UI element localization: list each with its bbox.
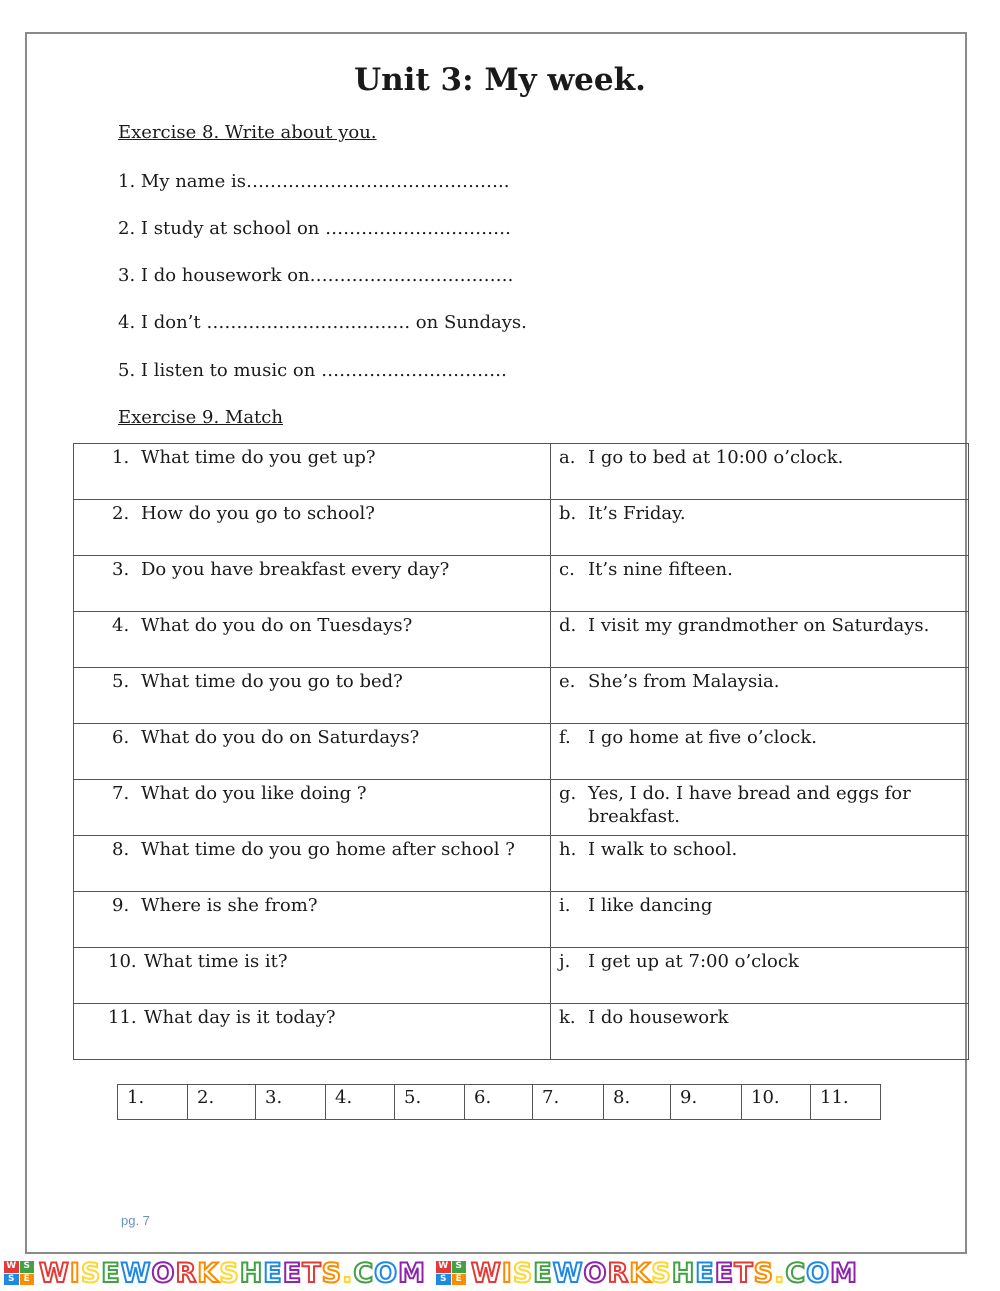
- answer-cell: [551, 500, 969, 556]
- answer-grid: [117, 1084, 881, 1120]
- answer-cell: [551, 444, 969, 500]
- table-row: [74, 780, 969, 836]
- brand-letter: S: [753, 1257, 775, 1289]
- fill-line-2: 2. I study at school on ………………………….: [118, 218, 511, 239]
- answer-letter: e.: [559, 671, 576, 692]
- brand-group: [432, 1258, 858, 1289]
- answer-letter: h.: [559, 839, 577, 860]
- question-text: What time do you go home after school ?: [141, 839, 515, 860]
- brand-letter: O: [374, 1257, 399, 1289]
- brand-letter: K: [629, 1257, 652, 1289]
- brand-letter: .: [774, 1257, 786, 1289]
- answer-text: I visit my grandmother on Saturdays.: [588, 615, 930, 636]
- table-row: [74, 948, 969, 1004]
- brand-letter: C: [353, 1257, 375, 1289]
- table-row: [74, 444, 969, 500]
- brand-logo-icon: [436, 1261, 466, 1285]
- brand-letter: W: [39, 1257, 70, 1289]
- brand-letter: S: [80, 1257, 102, 1289]
- footer-brand-strip: [0, 1258, 1000, 1288]
- question-text: What time is it?: [144, 951, 288, 972]
- brand-letter: S: [512, 1257, 534, 1289]
- brand-letter: .: [342, 1257, 354, 1289]
- question-cell: [74, 780, 551, 836]
- logo-tile: W: [436, 1261, 451, 1273]
- page-title: Unit 3: My week.: [354, 62, 646, 98]
- brand-letter: T: [734, 1257, 754, 1289]
- table-row: [74, 892, 969, 948]
- question-text: Do you have breakfast every day?: [141, 559, 450, 580]
- answer-cell: [551, 1004, 969, 1060]
- brand-letter: E: [533, 1257, 553, 1289]
- answer-letter: b.: [559, 503, 577, 524]
- answer-text: Yes, I do. I have bread and eggs for breakfast.: [588, 783, 911, 827]
- question-cell: [74, 1004, 551, 1060]
- question-text: What do you do on Tuesdays?: [141, 615, 413, 636]
- fill-line-5: 5. I listen to music on ………………………….: [118, 360, 507, 381]
- answer-text: I like dancing: [588, 895, 713, 916]
- question-text: What day is it today?: [144, 1007, 336, 1028]
- brand-letter: H: [671, 1257, 696, 1289]
- answer-letter: c.: [559, 559, 575, 580]
- answer-box-1[interactable]: 1.: [118, 1085, 188, 1120]
- question-number: 10.: [108, 951, 137, 972]
- question-cell: [74, 612, 551, 668]
- answer-box-5[interactable]: 5.: [395, 1085, 465, 1120]
- brand-letter: E: [101, 1257, 121, 1289]
- table-row: [74, 668, 969, 724]
- logo-tile: E: [452, 1274, 467, 1286]
- brand-wordmark: [471, 1258, 858, 1289]
- answer-cell: [551, 836, 969, 892]
- question-number: 2.: [112, 503, 130, 524]
- logo-tile: S: [4, 1274, 19, 1286]
- logo-tile: W: [4, 1261, 19, 1273]
- fill-line-1: 1. My name is……………………………………..: [118, 171, 510, 192]
- question-text: What time do you get up?: [141, 447, 376, 468]
- table-row: [74, 556, 969, 612]
- brand-letter: M: [398, 1257, 426, 1289]
- brand-letter: S: [321, 1257, 343, 1289]
- table-row: [74, 836, 969, 892]
- answer-cell: [551, 724, 969, 780]
- answer-letter: j.: [559, 951, 571, 972]
- question-cell: [74, 500, 551, 556]
- question-cell: [74, 668, 551, 724]
- brand-letter: O: [806, 1257, 831, 1289]
- answer-box-4[interactable]: 4.: [326, 1085, 395, 1120]
- brand-letter: R: [607, 1257, 630, 1289]
- answer-box-8[interactable]: 8.: [604, 1085, 671, 1120]
- question-number: 8.: [112, 839, 130, 860]
- question-number: 1.: [112, 447, 130, 468]
- question-cell: [74, 948, 551, 1004]
- question-number: 4.: [112, 615, 130, 636]
- answer-text: It’s Friday.: [588, 503, 686, 524]
- table-row: [74, 612, 969, 668]
- brand-letter: E: [263, 1257, 283, 1289]
- answer-box-6[interactable]: 6.: [465, 1085, 533, 1120]
- logo-tile: S: [452, 1261, 467, 1273]
- logo-tile: S: [436, 1274, 451, 1286]
- question-text: How do you go to school?: [141, 503, 375, 524]
- logo-tile: E: [20, 1274, 35, 1286]
- answer-box-10[interactable]: 10.: [742, 1085, 811, 1120]
- brand-group: [0, 1258, 426, 1289]
- brand-letter: O: [151, 1257, 176, 1289]
- table-row: [74, 724, 969, 780]
- answer-cell: [551, 948, 969, 1004]
- exercise-9-heading: Exercise 9. Match: [118, 407, 283, 428]
- question-number: 3.: [112, 559, 130, 580]
- answer-box-7[interactable]: 7.: [533, 1085, 604, 1120]
- logo-tile: S: [20, 1261, 35, 1273]
- fill-line-3: 3. I do housework on…………………………….: [118, 265, 514, 286]
- brand-letter: W: [552, 1257, 584, 1289]
- brand-logo-icon: [4, 1261, 34, 1285]
- answer-text: I do housework: [588, 1007, 729, 1028]
- exercise-8-heading: Exercise 8. Write about you.: [118, 122, 377, 143]
- answer-letter: f.: [559, 727, 571, 748]
- question-number: 9.: [112, 895, 130, 916]
- brand-letter: W: [471, 1257, 502, 1289]
- question-text: What time do you go to bed?: [141, 671, 403, 692]
- table-row: [74, 500, 969, 556]
- brand-letter: M: [830, 1257, 858, 1289]
- answer-text: She’s from Malaysia.: [588, 671, 780, 692]
- answer-cell: [551, 892, 969, 948]
- answer-cell: [551, 668, 969, 724]
- question-cell: [74, 556, 551, 612]
- answer-grid-row: [118, 1085, 881, 1120]
- question-number: 7.: [112, 783, 130, 804]
- answer-letter: k.: [559, 1007, 576, 1028]
- brand-letter: E: [695, 1257, 715, 1289]
- answer-box-11[interactable]: 11.: [811, 1085, 881, 1120]
- question-text: What do you do on Saturdays?: [141, 727, 420, 748]
- question-text: Where is she from?: [141, 895, 318, 916]
- question-number: 6.: [112, 727, 130, 748]
- answer-cell: [551, 556, 969, 612]
- brand-letter: T: [302, 1257, 322, 1289]
- brand-letter: I: [69, 1257, 81, 1289]
- answer-text: I get up at 7:00 o’clock: [588, 951, 799, 972]
- brand-letter: E: [282, 1257, 303, 1289]
- question-cell: [74, 836, 551, 892]
- brand-letter: R: [175, 1257, 198, 1289]
- matching-table: [73, 443, 969, 1060]
- brand-letter: W: [120, 1257, 152, 1289]
- answer-text: It’s nine fifteen.: [588, 559, 733, 580]
- answer-letter: g.: [559, 783, 577, 804]
- answer-text: I go home at five o’clock.: [588, 727, 817, 748]
- brand-letter: O: [583, 1257, 608, 1289]
- question-text: What do you like doing ?: [141, 783, 367, 804]
- answer-letter: d.: [559, 615, 577, 636]
- answer-letter: a.: [559, 447, 576, 468]
- answer-text: I walk to school.: [588, 839, 738, 860]
- fill-line-4: 4. I don’t ……………………………. on Sundays.: [118, 312, 527, 333]
- answer-box-2[interactable]: 2.: [188, 1085, 256, 1120]
- brand-letter: S: [219, 1257, 240, 1289]
- answer-text: I go to bed at 10:00 o’clock.: [588, 447, 844, 468]
- answer-box-3[interactable]: 3.: [256, 1085, 326, 1120]
- answer-letter: i.: [559, 895, 571, 916]
- question-number: 5.: [112, 671, 130, 692]
- table-row: [74, 1004, 969, 1060]
- question-number: 11.: [108, 1007, 137, 1028]
- question-cell: [74, 724, 551, 780]
- answer-cell: [551, 612, 969, 668]
- brand-letter: K: [197, 1257, 220, 1289]
- brand-wordmark: [39, 1258, 426, 1289]
- brand-letter: S: [651, 1257, 672, 1289]
- answer-cell: [551, 780, 969, 836]
- brand-letter: E: [714, 1257, 735, 1289]
- question-cell: [74, 892, 551, 948]
- page-number: pg. 7: [121, 1213, 150, 1228]
- answer-box-9[interactable]: 9.: [671, 1085, 742, 1120]
- brand-letter: C: [785, 1257, 807, 1289]
- question-cell: [74, 444, 551, 500]
- brand-letter: I: [501, 1257, 513, 1289]
- brand-letter: H: [239, 1257, 264, 1289]
